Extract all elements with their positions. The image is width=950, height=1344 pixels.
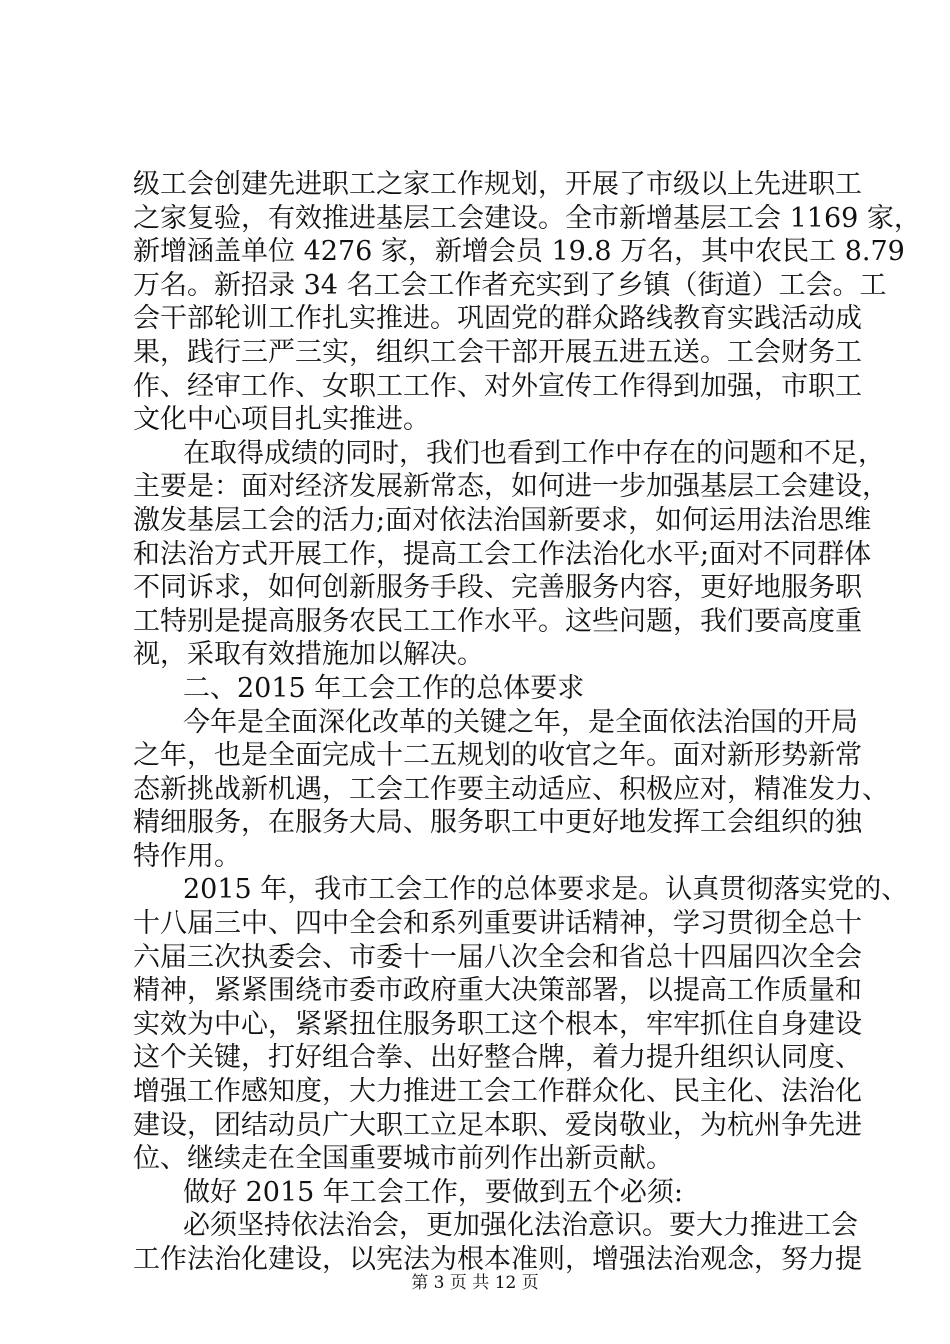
- text-line: 这个关键，打好组合拳、出好整合牌，着力提升组织认同度、: [133, 1042, 862, 1074]
- text-line: 态新挑战新机遇，工会工作要主动适应、积极应对，精准发力、: [133, 773, 889, 805]
- section-heading-text: 二、2015 年工会工作的总体要求: [183, 672, 585, 704]
- text-line: 不同诉求，如何创新服务手段、完善服务内容，更好地服务职: [133, 572, 862, 604]
- text-line: 必须坚持依法治会，更加强化法治意识。要大力推进工会: [183, 1210, 858, 1242]
- text-line: 果，践行三严三实，组织工会干部开展五进五送。工会财务工: [133, 336, 862, 368]
- text-line: 工特别是提高服务农民工工作水平。这些问题，我们要高度重: [133, 605, 862, 637]
- text-line: 和法治方式开展工作，提高工会工作法治化水平;面对不同群体: [133, 538, 872, 570]
- text-line: 十八届三中、四中全会和系列重要讲话精神，学习贯彻全总十: [133, 908, 862, 940]
- paragraph-problems: [133, 437, 889, 672]
- text-line: 作、经审工作、女职工工作、对外宣传工作得到加强，市职工: [133, 370, 862, 402]
- text-line: 实效为中心，紧紧扭住服务职工这个根本，牢牢抓住自身建设: [133, 1008, 862, 1040]
- text-line: 新增涵盖单位 4276 家，新增会员 19.8 万名，其中农民工 8.79: [133, 236, 905, 268]
- paragraph-overall-requirements: [133, 873, 909, 1175]
- page-footer: [0, 1271, 950, 1295]
- text-line: 之年，也是全面完成十二五规划的收官之年。面对新形势新常: [133, 740, 862, 772]
- text-line: 万名。新招录 34 名工会工作者充实到了乡镇（街道）工会。工: [133, 269, 887, 301]
- text-line: 会干部轮训工作扎实推进。巩固党的群众路线教育实践活动成: [133, 303, 862, 335]
- paragraph-rule-of-law: [133, 1209, 862, 1276]
- paragraph-union-building: [133, 168, 921, 437]
- text-line: 今年是全面深化改革的关键之年，是全面依法治国的开局: [183, 706, 858, 738]
- text-line: 主要是：面对经济发展新常态，如何进一步加强基层工会建设，: [133, 471, 889, 503]
- text-line: 激发基层工会的活力;面对依法治国新要求，如何运用法治思维: [133, 504, 872, 536]
- text-line: 增强工作感知度，大力推进工会工作群众化、民主化、法治化: [133, 1076, 862, 1108]
- section-heading: [133, 672, 833, 706]
- body-text: [133, 168, 921, 1277]
- text-line: 六届三次执委会、市委十一届八次全会和省总十四届四次全会: [133, 941, 862, 973]
- text-line: 工作法治化建设，以宪法为根本准则，增强法治观念，努力提: [133, 1244, 862, 1275]
- text-line: 建设，团结动员广大职工立足本职、爱岗敬业，为杭州争先进: [133, 1109, 862, 1141]
- text-line: 视，采取有效措施加以解决。: [133, 639, 484, 671]
- text-line: 文化中心项目扎实推进。: [133, 404, 430, 436]
- text-line: 位、继续走在全国重要城市前列作出新贡献。: [133, 1143, 673, 1175]
- text-line: 做好 2015 年工会工作，要做到五个必须:: [183, 1176, 683, 1208]
- paragraph-key-year: [133, 706, 889, 874]
- text-line: 精神，紧紧围绕市委市政府重大决策部署，以提高工作质量和: [133, 975, 862, 1007]
- text-line: 2015 年，我市工会工作的总体要求是。认真贯彻落实党的、: [183, 874, 909, 906]
- text-line: 精细服务，在服务大局、服务职工中更好地发挥工会组织的独: [133, 807, 862, 839]
- text-line: 特作用。: [133, 840, 241, 872]
- paragraph-five-musts: [133, 1176, 833, 1210]
- text-line: 之家复验，有效推进基层工会建设。全市新增基层工会 1169 家，: [133, 202, 921, 234]
- text-line: 在取得成绩的同时，我们也看到工作中存在的问题和不足，: [183, 437, 885, 469]
- page-number: 第 3 页 共 12 页: [411, 1273, 539, 1293]
- text-line: 级工会创建先进职工之家工作规划，开展了市级以上先进职工: [133, 169, 862, 200]
